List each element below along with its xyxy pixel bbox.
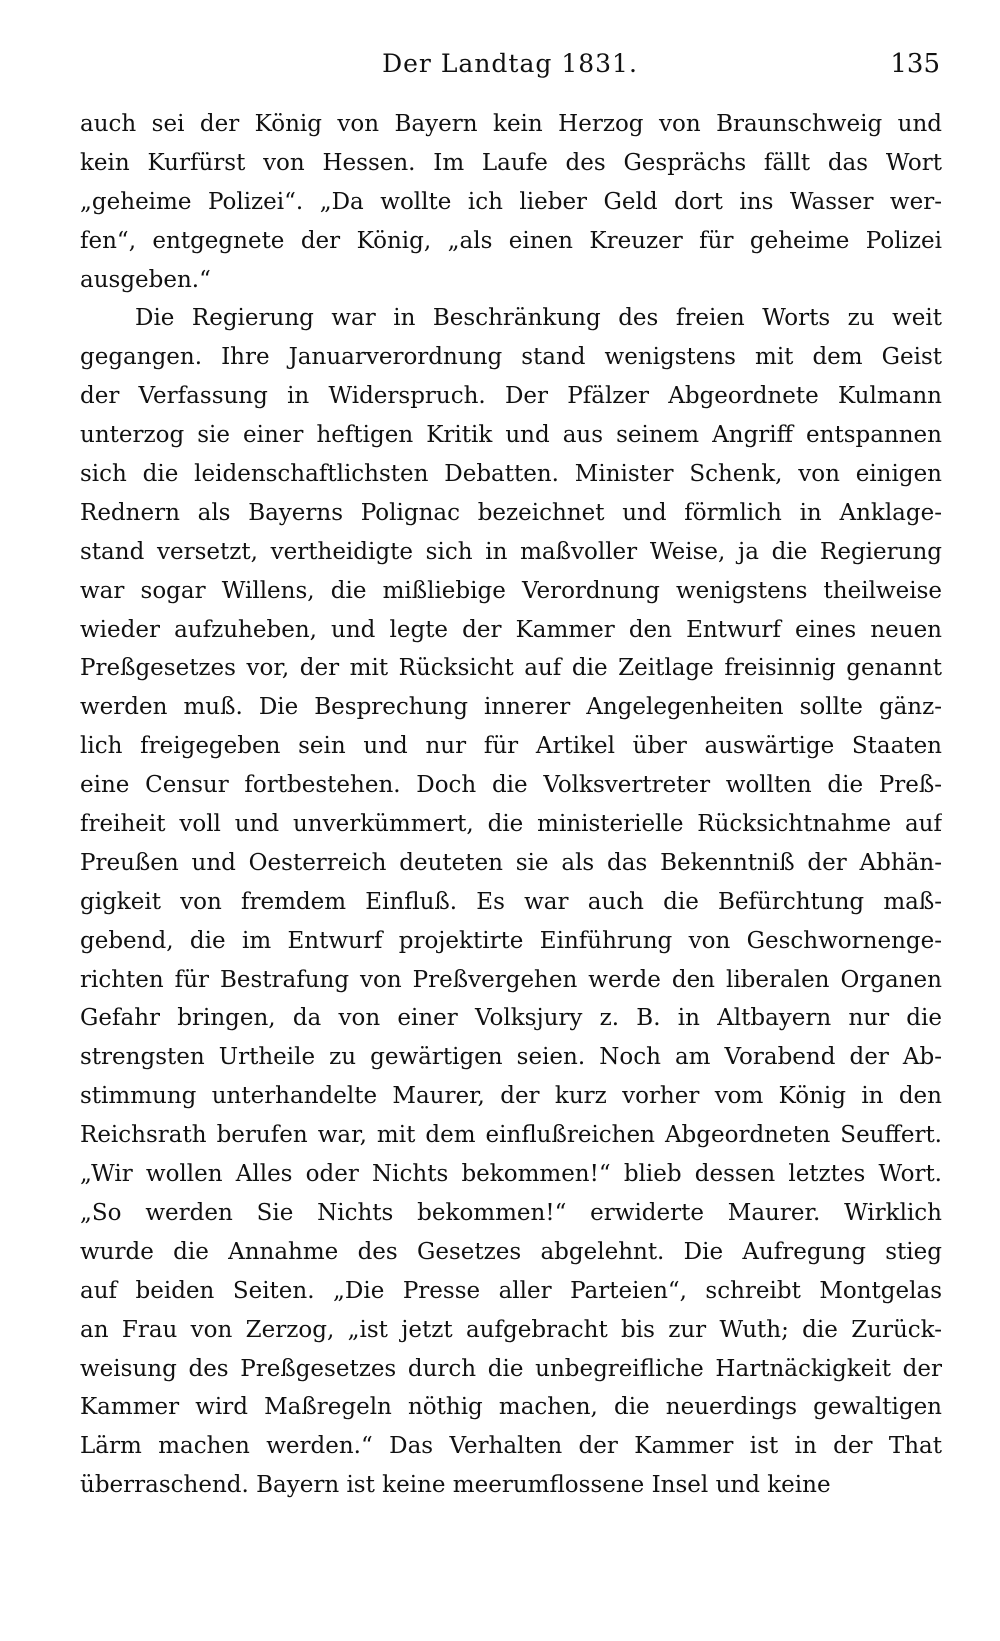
text-line: Reichsrath berufen war, mit dem einflußreichen Abgeordneten Seuffert. <box>80 1122 942 1149</box>
text-line: Gefahr bringen, da von einer Volksjury z. B. in Altbayern nur die <box>80 1005 942 1032</box>
text-line: Preußen und Oesterreich deuteten sie als das Bekenntniß der Abhän- <box>80 849 942 876</box>
text-line: gigkeit von fremdem Einfluß. Es war auch die Befürchtung maß- <box>80 888 942 915</box>
text-line: gebend, die im Entwurf projektirte Einführung von Geschwornenge- <box>80 927 942 954</box>
text-line: Lärm machen werden.“ Das Verhalten der Kammer ist in der That <box>80 1433 942 1460</box>
text-line: an Frau von Zerzog, „ist jetzt aufgebracht bis zur Wuth; die Zurück- <box>80 1316 942 1343</box>
text-line: Preßgesetzes vor, der mit Rücksicht auf die Zeitlage freisinnig genannt <box>80 655 942 682</box>
page-number: 135 <box>890 49 940 79</box>
running-head: Der Landtag 1831. <box>382 49 638 78</box>
text-line: wurde die Annahme des Gesetzes abgelehnt. Die Aufregung stieg <box>80 1238 942 1265</box>
text-line: auf beiden Seiten. „Die Presse aller Parteien“, schreibt Montgelas <box>80 1277 942 1304</box>
text-line: Rednern als Bayerns Polignac bezeichnet und förmlich in Anklage- <box>80 499 942 526</box>
text-line: gegangen. Ihre Januarverordnung stand wenigstens mit dem Geist <box>80 344 942 371</box>
text-line: unterzog sie einer heftigen Kritik und aus seinem Angriff entspannen <box>80 422 942 449</box>
text-line: fen“, entgegnete der König, „als einen Kreuzer für geheime Polizei <box>80 227 942 254</box>
text-line: strengsten Urtheile zu gewärtigen seien. Noch am Vorabend der Ab- <box>80 1044 942 1071</box>
text-line: der Verfassung in Widerspruch. Der Pfälzer Abgeordnete Kulmann <box>80 383 942 410</box>
text-line: kein Kurfürst von Hessen. Im Laufe des Gesprächs fällt das Wort <box>80 149 942 176</box>
body-text <box>80 105 942 1505</box>
text-line: lich freigegeben sein und nur für Artikel über auswärtige Staaten <box>80 733 942 760</box>
text-line: stimmung unterhandelte Maurer, der kurz vorher vom König in den <box>80 1083 942 1110</box>
text-line: ausgeben.“ <box>80 266 211 293</box>
text-line: richten für Bestrafung von Preßvergehen werde den liberalen Organen <box>80 966 942 993</box>
text-line: wieder aufzuheben, und legte der Kammer den Entwurf eines neuen <box>80 616 942 643</box>
text-line: „Wir wollen Alles oder Nichts bekommen!“ blieb dessen letztes Wort. <box>80 1161 942 1188</box>
text-line: überraschend. Bayern ist keine meerumflossene Insel und keine <box>80 1472 831 1499</box>
text-line: „So werden Sie Nichts bekommen!“ erwiderte Maurer. Wirklich <box>80 1199 942 1226</box>
text-line: war sogar Willens, die mißliebige Verordnung wenigstens theilweise <box>80 577 942 604</box>
page-header <box>80 44 940 84</box>
text-line: Kammer wird Maßregeln nöthig machen, die neuerdings gewaltigen <box>80 1394 942 1421</box>
text-line: stand versetzt, vertheidigte sich in maßvoller Weise, ja die Regierung <box>80 538 942 565</box>
text-line: „geheime Polizei“. „Da wollte ich lieber Geld dort ins Wasser wer- <box>80 188 942 215</box>
text-line: weisung des Preßgesetzes durch die unbegreifliche Hartnäckigkeit der <box>80 1355 942 1382</box>
text-line: freiheit voll und unverkümmert, die ministerielle Rücksichtnahme auf <box>80 811 942 838</box>
text-line: Die Regierung war in Beschränkung des freien Worts zu weit <box>135 305 942 332</box>
text-line: sich die leidenschaftlichsten Debatten. Minister Schenk, von einigen <box>80 461 942 488</box>
text-line: werden muß. Die Besprechung innerer Angelegenheiten sollte gänz- <box>80 694 942 721</box>
text-line: eine Censur fortbestehen. Doch die Volksvertreter wollten die Preß- <box>80 772 942 799</box>
text-line: auch sei der König von Bayern kein Herzog von Braunschweig und <box>80 111 942 137</box>
